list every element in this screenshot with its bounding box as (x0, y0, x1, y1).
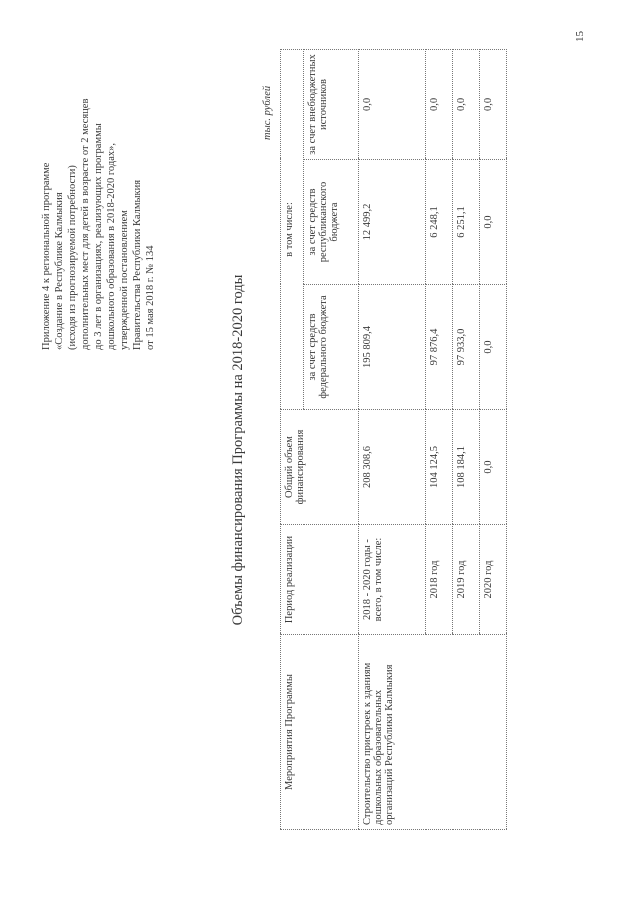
federal-cell: 195 809,4 (359, 285, 426, 410)
republic-cell: 6 248,1 (426, 160, 453, 285)
federal-cell: 97 933,0 (453, 285, 480, 410)
header-measures: Мероприятия Программы (281, 635, 359, 830)
federal-cell: 97 876,4 (426, 285, 453, 410)
reference-line: утвержденной постановлением (119, 210, 130, 350)
header-period: Период реализации (281, 525, 359, 635)
period-cell: 2020 год (480, 525, 507, 635)
header-total: Общий объем финансирования (281, 410, 359, 525)
total-cell: 108 184,1 (453, 410, 480, 525)
financing-table (280, 49, 507, 830)
extra-cell: 0,0 (426, 49, 453, 159)
reference-line: до 3 лет в организациях, реализующих программы (93, 123, 104, 350)
table-row (359, 49, 426, 829)
period-cell: 2018 - 2020 годы - всего, в том числе: (359, 525, 426, 635)
total-cell: 0,0 (480, 410, 507, 525)
total-cell: 104 124,5 (426, 410, 453, 525)
republic-cell: 0,0 (480, 160, 507, 285)
measure-cell: Строительство пристроек к зданиям дошкольных образовательных организаций Республики Калмыкия (359, 635, 507, 830)
period-cell: 2019 год (453, 525, 480, 635)
reference-line: дошкольного образования в 2018-2020 годах», (106, 142, 117, 350)
reference-line: Приложение 4 к региональной программе (41, 162, 52, 350)
reference-line: (исходя из прогнозируемой потребности) (67, 165, 78, 350)
reference-line: дополнительных мест для детей в возрасте от 2 месяцев (80, 98, 91, 350)
unit-label: тыс. рублей (262, 85, 273, 140)
federal-cell: 0,0 (480, 285, 507, 410)
total-cell: 208 308,6 (359, 410, 426, 525)
republic-cell: 12 499,2 (359, 160, 426, 285)
rotated-page-content (30, 30, 610, 880)
appendix-reference (40, 50, 157, 350)
reference-line: Правительства Республики Калмыкия (132, 179, 143, 350)
header-including: в том числе: (281, 49, 304, 409)
extra-cell: 0,0 (453, 49, 480, 159)
header-federal: за счет средств федерального бюджета (304, 285, 359, 410)
extra-cell: 0,0 (359, 49, 426, 159)
page-number: 15 (574, 31, 586, 42)
period-cell: 2018 год (426, 525, 453, 635)
header-republic: за счет средств республиканского бюджета (304, 160, 359, 285)
header-extra: за счет внебюджетных источников (304, 49, 359, 159)
reference-line: от 15 мая 2018 г. № 134 (145, 245, 156, 350)
extra-cell: 0,0 (480, 49, 507, 159)
republic-cell: 6 251,1 (453, 160, 480, 285)
document-title: Объемы финансирования Программы на 2018-2020 годы (230, 274, 246, 626)
reference-line: «Создание в Республике Калмыкия (54, 192, 65, 350)
table-header-row (281, 49, 304, 829)
